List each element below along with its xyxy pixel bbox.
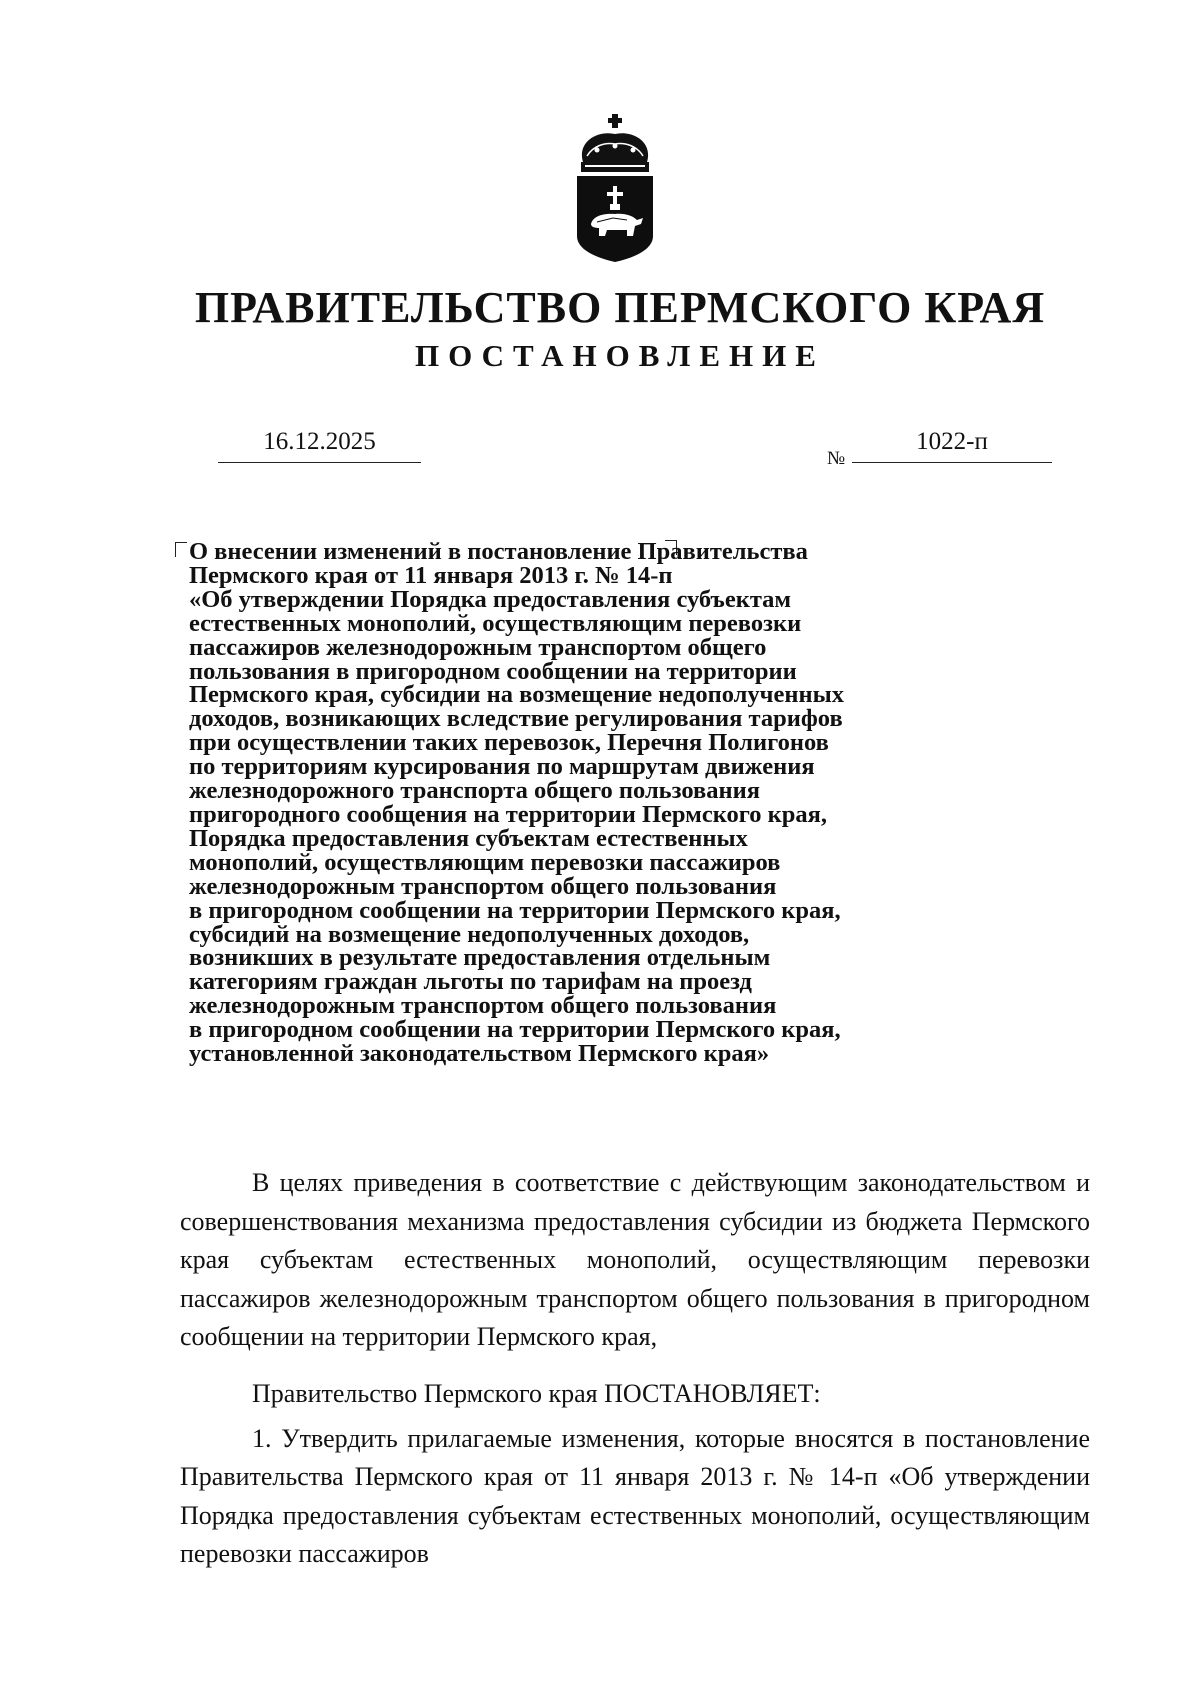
subject-line: возникших в результате предоставления отдельным	[189, 944, 771, 972]
subject-line: категориям граждан льготы по тарифам на проезд	[189, 968, 752, 996]
preamble-paragraph: В целях приведения в соответствие с действующим законодательством и совершенствования механизма предоставления субсидии из бюджета Пермского края субъектам естественных монополий, осуществляющим перевозки пассажиров железнодорожным транспортом общего пользования в пригородном сообщении на территории Пермского края,	[180, 1168, 1090, 1352]
item-1-paragraph: 1. Утвердить прилагаемые изменения, которые вносятся в постановление Правительства Пермского края от 11 января 2013 г. № 14-п «Об утверждении Порядка предоставления субъектам естественных монополий, осуществляющим перевозки пассажиров	[180, 1423, 1090, 1569]
document-date: 16.12.2025	[218, 428, 421, 463]
number-sign: №	[827, 448, 846, 469]
document-number: 1022-п	[852, 428, 1052, 463]
subject-line: железнодорожным транспортом общего пользования	[189, 992, 777, 1020]
subject-line: О внесении изменений в постановление Правительства	[189, 538, 808, 565]
subject-line: в пригородном сообщении на территории Пермского края,	[189, 1016, 841, 1044]
coat-of-arms-icon	[567, 112, 663, 262]
subject-line: Пермского края от 11 января 2013 г. № 14-п	[189, 561, 673, 589]
subject-line: Порядка предоставления субъектам естественных	[189, 824, 748, 852]
subject-line: естественных монополий, осуществляющим перевозки	[189, 609, 802, 637]
government-title: ПРАВИТЕЛЬСТВО ПЕРМСКОГО КРАЯ	[194, 283, 1046, 332]
document-subject	[189, 540, 979, 1066]
subject-line: железнодорожным транспортом общего пользования	[189, 872, 777, 900]
subject-line: по территориям курсирования по маршрутам движения	[189, 753, 815, 781]
subject-line: при осуществлении таких перевозок, Перечня Полигонов	[189, 729, 829, 757]
document-type-heading: ПОСТАНОВЛЕНИЕ	[415, 338, 825, 373]
subject-bracket-left	[175, 542, 187, 557]
subject-line: Пермского края, субсидии на возмещение недополученных	[189, 681, 844, 709]
subject-line: монополий, осуществляющим перевозки пассажиров	[189, 848, 781, 876]
document-body	[180, 1164, 1090, 1574]
subject-line: пассажиров железнодорожным транспортом общего	[189, 633, 767, 661]
subject-line: в пригородном сообщении на территории Пермского края,	[189, 896, 841, 924]
subject-line: пользования в пригородном сообщении на территории	[189, 657, 797, 685]
subject-line: «Об утверждении Порядка предоставления субъектам	[189, 585, 792, 613]
decree-paragraph: Правительство Пермского края ПОСТАНОВЛЯЕТ:	[252, 1378, 821, 1408]
subject-line: доходов, возникающих вследствие регулирования тарифов	[189, 705, 843, 733]
subject-line: установленной законодательством Пермского края»	[189, 1040, 770, 1068]
subject-line: субсидий на возмещение недополученных доходов,	[189, 920, 750, 948]
subject-line: железнодорожного транспорта общего пользования	[189, 777, 760, 805]
subject-line: пригородного сообщения на территории Пермского края,	[189, 800, 828, 828]
